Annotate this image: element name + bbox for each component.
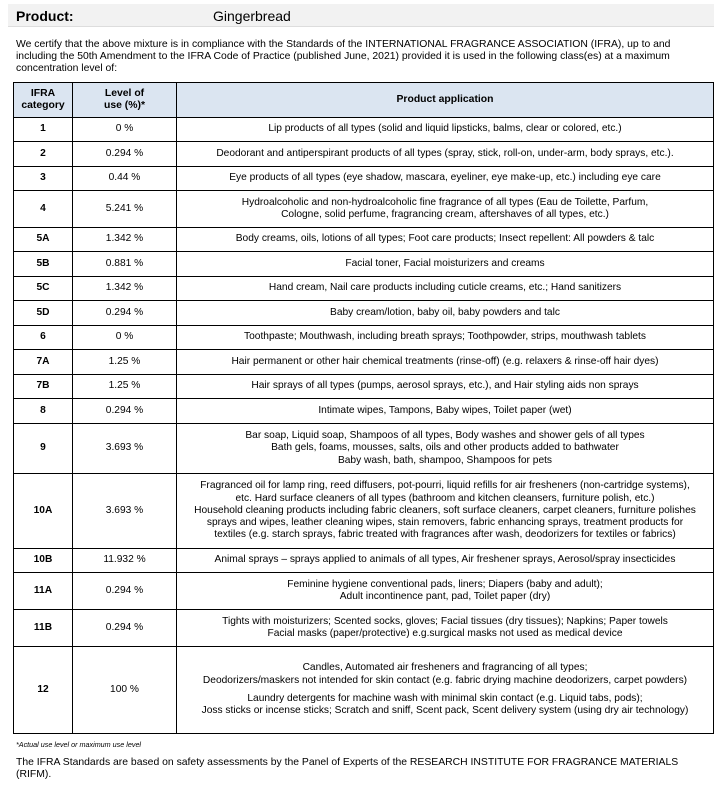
application-cell [177,549,714,573]
header-category-label: IFRA category [21,87,65,111]
level-cell: 11.932 % [73,549,177,573]
application-line: Bar soap, Liquid soap, Shampoos of all types, Body washes and shower gels of all types [245,430,645,442]
level-cell: 0.294 % [73,399,177,424]
level-cell: 100 % [73,647,177,734]
product-label: Product: [16,8,74,24]
application-line: Household cleaning products including fabric cleaners, soft surface cleaners, carpet cleaners, furniture polishes [194,504,696,516]
application-cell [177,301,714,326]
product-name: Gingerbread [213,8,291,24]
application-line: Deodorant and antiperspirant products of all types (spray, stick, roll-on, under-arm, body sprays, etc.). [216,147,674,159]
application-cell [177,610,714,647]
category-cell: 10B [14,549,73,573]
table-row [14,301,714,326]
application-line: Laundry detergents for machine wash with minimal skin contact (e.g. Liquid tabs, pods); [247,693,643,704]
level-cell: 0.294 % [73,610,177,647]
category-cell: 12 [14,647,73,734]
category-cell: 4 [14,191,73,228]
header-level [73,83,177,118]
application-cell [177,647,714,734]
level-cell: 1.25 % [73,375,177,399]
level-cell: 5.241 % [73,191,177,228]
header-application: Product application [177,83,714,118]
application-cell [177,350,714,375]
table-row [14,610,714,647]
application-line: Facial toner, Facial moisturizers and creams [345,257,545,269]
application-cell [177,142,714,167]
footnote: *Actual use level or maximum use level [16,740,142,749]
application-line: Cologne, solid perfume, fragrancing cream, aftershaves of all types, etc.) [281,209,609,220]
closing-statement: The IFRA Standards are based on safety assessments by the Panel of Experts of the RESEARCH INSTITUTE FOR FRAGRANCE MATERIALS (RIFM). [16,757,679,781]
application-line: Hand cream, Nail care products including cuticle creams, etc.; Hand sanitizers [268,282,622,294]
level-cell: 1.342 % [73,277,177,301]
level-cell: 1.342 % [73,228,177,252]
application-line: Baby wash, bath, shampoo, Shampoos for pets [337,454,553,466]
application-line: etc. Hard surface cleaners of all types (bathroom and kitchen cleansers, furniture polish, etc.) [235,492,655,504]
application-cell [177,474,714,549]
table-row [14,350,714,375]
category-cell: 5A [14,228,73,252]
level-cell: 0.44 % [73,167,177,191]
table-row [14,252,714,277]
level-cell: 1.25 % [73,350,177,375]
header-category [14,83,73,118]
application-line: Fragranced oil for lamp ring, reed diffusers, pot-pourri, liquid refills for air fresheners (non-cartridge systems), [200,480,690,492]
application-line: Tights with moisturizers; Scented socks, gloves; Facial tissues (dry tissues); Napkins; Paper towels [222,615,668,627]
header-level-label: Level of use (%)* [104,87,145,111]
certification-statement: We certify that the above mixture is in compliance with the Standards of the INTERNATIONAL FRAGRANCE ASSOCIATION (IFRA), up to and including the 50th Amendment to the IFRA Code of Practice (published June, 2021) provided it is used in the following class(es) at a maximum concentration level of: [16,39,671,75]
application-line: textiles (e.g. starch sprays, fabric treated with fragrances after wash, deodorizers for textiles or fabrics) [214,529,676,541]
table-row [14,474,714,549]
application-cell [177,191,714,228]
category-cell: 1 [14,118,73,142]
category-cell: 5B [14,252,73,277]
category-cell: 11B [14,610,73,647]
table-row [14,326,714,350]
application-line: Deodorizers/maskers not intended for skin contact (e.g. fabric drying machine deodorizers, carpet powders) [202,674,688,686]
table-row [14,191,714,228]
category-cell: 5C [14,277,73,301]
application-line: Toothpaste; Mouthwash, including breath sprays; Toothpowder, strips, mouthwash tablets [244,331,646,343]
level-cell: 0.294 % [73,142,177,167]
application-line: Animal sprays – sprays applied to animals of all types, Air freshener sprays, Aerosol/spray insecticides [214,554,676,566]
category-cell: 8 [14,399,73,424]
table-row [14,142,714,167]
application-cell [177,277,714,301]
table-row [14,647,714,734]
application-cell [177,252,714,277]
table-row [14,375,714,399]
table-header-row [14,83,714,118]
category-cell: 6 [14,326,73,350]
level-cell: 0 % [73,326,177,350]
level-cell: 3.693 % [73,424,177,474]
application-line: Feminine hygiene conventional pads, liners; Diapers (baby and adult); [287,578,603,590]
application-line: Joss sticks or incense sticks; Scratch and sniff, Scent pack, Scent delivery system (using dry air technology) [201,705,689,717]
table-row [14,277,714,301]
application-cell [177,399,714,424]
level-cell: 0.294 % [73,301,177,326]
table-row [14,573,714,610]
application-line: Intimate wipes, Tampons, Baby wipes, Toilet paper (wet) [318,404,572,416]
application-cell [177,167,714,191]
category-cell: 9 [14,424,73,474]
category-cell: 10A [14,474,73,549]
category-cell: 5D [14,301,73,326]
category-cell: 7A [14,350,73,375]
application-cell [177,424,714,474]
application-line: Lip products of all types (solid and liquid lipsticks, balms, clear or colored, etc.) [268,123,622,135]
application-line: Hydroalcoholic and non-hydroalcoholic fine fragrance of all types (Eau de Toilette, Parfum, [241,196,649,208]
table-row [14,228,714,252]
application-line: Adult incontinence pant, pad, Toilet paper (dry) [339,591,551,602]
application-line: sprays and wipes, leather cleaning wipes, stain removers, fabric enhancing sprays, treatment products for [206,517,684,529]
table-row [14,399,714,424]
application-line: Baby cream/lotion, baby oil, baby powders and talc [330,306,560,318]
application-line: Bath gels, foams, mousses, salts, oils and other products added to bathwater [271,442,619,454]
application-cell [177,118,714,142]
application-cell [177,228,714,252]
ifra-table [13,82,714,734]
table-row [14,118,714,142]
level-cell: 3.693 % [73,474,177,549]
application-line: Candles, Automated air fresheners and fragrancing of all types; [302,662,588,674]
category-cell: 11A [14,573,73,610]
application-line: Hair permanent or other hair chemical treatments (rinse-off) (e.g. relaxers & rinse-off hair dyes) [231,355,659,367]
table-row [14,167,714,191]
category-cell: 2 [14,142,73,167]
level-cell: 0.294 % [73,573,177,610]
application-cell [177,573,714,610]
application-line: Eye products of all types (eye shadow, mascara, eyeliner, eye make-up, etc.) including eye care [229,172,661,184]
category-cell: 3 [14,167,73,191]
application-line: Body creams, oils, lotions of all types; Foot care products; Insect repellent: All powders & talc [235,233,655,245]
product-header [8,4,714,27]
application-line: Hair sprays of all types (pumps, aerosol sprays, etc.), and Hair styling aids non sprays [251,380,639,392]
table-row [14,424,714,474]
application-cell [177,326,714,350]
level-cell: 0.881 % [73,252,177,277]
application-cell [177,375,714,399]
category-cell: 7B [14,375,73,399]
table-body [14,118,714,734]
table-row [14,549,714,573]
application-line: Facial masks (paper/protective) e.g.surgical masks not used as medical device [267,628,623,639]
level-cell: 0 % [73,118,177,142]
